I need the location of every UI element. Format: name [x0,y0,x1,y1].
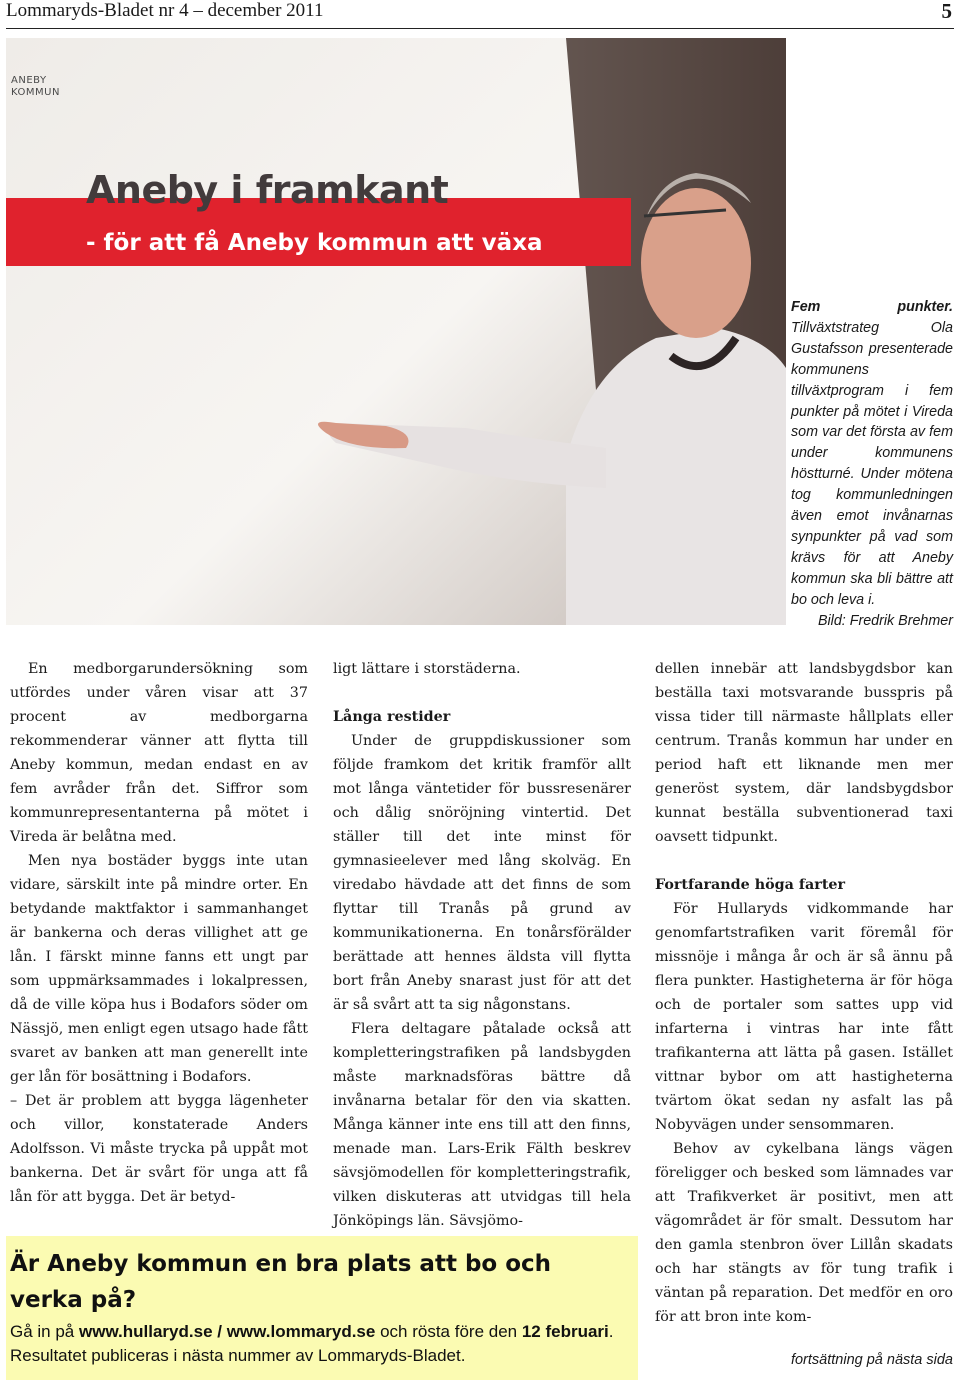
article-column-1 [10,657,308,1209]
hullaryd-link[interactable]: www.hullaryd.se [79,1322,213,1341]
caption-lead: Fem punkter. [791,299,953,315]
subheading: Fortfarande höga farter [655,877,846,893]
poll-deadline: 12 februari [521,1322,609,1341]
article-column-2 [333,657,631,1233]
paragraph: Flera deltagare påtalade också att kompletteringstrafiken på landsbygden måste marknadsföras bättre då invånarna betalar för den via skatten. Många känner inte ens till att den finns, menade man. Lars-Erik Fälth beskrev sävsjömodellen för kompletteringstrafik, vilken diskuteras att utvidgas till hela Jönköpings län. Sävsjömo- [333,1021,631,1229]
poll-instructions: Gå in på www.hullaryd.se / www.lommaryd.se och rösta före den 12 februari. Resultatet publiceras i nästa nummer av Lommaryds-Bladet. [10,1322,614,1365]
poll-question: Är Aneby kommun en bra plats att bo och verka på? [10,1251,552,1313]
aneby-kommun-logo: ANEBY KOMMUN [11,75,60,98]
reader-poll-box [6,1236,638,1380]
slide-title: Aneby i framkant [86,168,449,212]
page-number: 5 [941,0,952,23]
paragraph: Men nya bostäder byggs inte utan vidare, särskilt inte på mindre orter. En betydande maktfaktor i sammanhanget är bankerna och deras villighet att ge lån. I färskt minne fanns ett ungt par som uppmärksammades i lokalpressen, då de ville köpa hus i Bodafors söder om Nässjö, men enligt egen utsago hade fått svaret av banken att man generellt inte ger lån för bosättning i Bodafors. [10,853,309,1085]
subheading: Långa restider [333,709,451,725]
photo-caption [791,297,953,632]
presenter-head [641,188,751,338]
lommaryd-link[interactable]: www.lommaryd.se [226,1322,376,1341]
paragraph: För Hullaryds vidkommande har genomfartstrafiken varit föremål för missnöje i många år och är så ännu på flera punkter. Hastigheterna är för höga och de portaler som sattes upp vid infarterna i vintras har inte fått trafikanterna att lätta på gasen. Istället vittnar bybor om att hastigheterna tvärtom ökat sedan ny asfalt las på Nobyvägen under sensommaren. [655,901,953,1133]
article-photo [6,38,786,625]
paragraph: Behov av cykelbana längs vägen föreligger och besked som lämnades var att Trafikverket är positivt, men att vägområdet är för smalt. Dessutom har den gamla stenbron över Lillån skadats och har stängts av för tung trafik i väntan på reparation. Det medför en oro för att bron inte kom- [655,1141,953,1325]
slide-subtitle: - för att få Aneby kommun att växa [86,230,543,256]
article-column-3 [655,657,953,1329]
paragraph: ligt lättare i storstäderna. [333,661,521,677]
photo-credit: Bild: Fredrik Brehmer [817,612,953,629]
page-header [6,0,954,29]
paragraph: Under de gruppdiskussioner som följde framkom det kritik framför allt mot långa väntetider för bussresenärer och dålig snöröjning vintertid. Det ställer till det inte minst för gymnasieelever med lång skolväg. En viredabo hävdade att det finns de som flyttar till Tranås på grund av kommunikationerna. En tonårsförälder berättade att hennes äldsta vill flytta bort från Aneby snarast just för att det är så svårt att ta sig någonstans. [333,733,631,1013]
photo-scene [6,38,786,625]
projection-screen [6,38,616,625]
paragraph: dellen innebär att landsbygdsbor kan beställa taxi motsvarande busspris på vissa tider till närmaste hållplats eller centrum. Tranås kommun har under en period haft ett liknande men mer generöst system, där landsbygdsbor kunnat beställa subventionerad taxi oavsett tidpunkt. [655,661,953,845]
paragraph: En medborgarundersökning som utfördes under våren visar att 37 procent av medborgarna rekommenderar vänner att flytta till Aneby kommun, medan endast en av fem avråder från det. Siffror som kommunrepresentanterna på mötet i Vireda är belåtna med. [10,661,308,845]
continuation-note: fortsättning på nästa sida [790,1352,953,1368]
caption-text: Tillväxtstrateg Ola Gustafsson presenterade kommunens tillväxtprogram i fem punkter på mötet i Vireda som var det första av fem under kommunens höstturné. Under mötena tog kommunledningen även emot invånarnas synpunkter på vad som krävs för att Aneby kommun ska bli bättre att bo och leva i. [791,319,953,608]
paragraph: – Det är problem att bygga lägenheter och villor, konstaterade Anders Adolfsson. Vi måste trycka på uppåt mot bankerna. Det är svårt för unga att få lån för att bygga. Det är betyd- [10,1093,308,1205]
publication-title: Lommaryds-Bladet nr 4 – december 2011 [6,0,324,21]
